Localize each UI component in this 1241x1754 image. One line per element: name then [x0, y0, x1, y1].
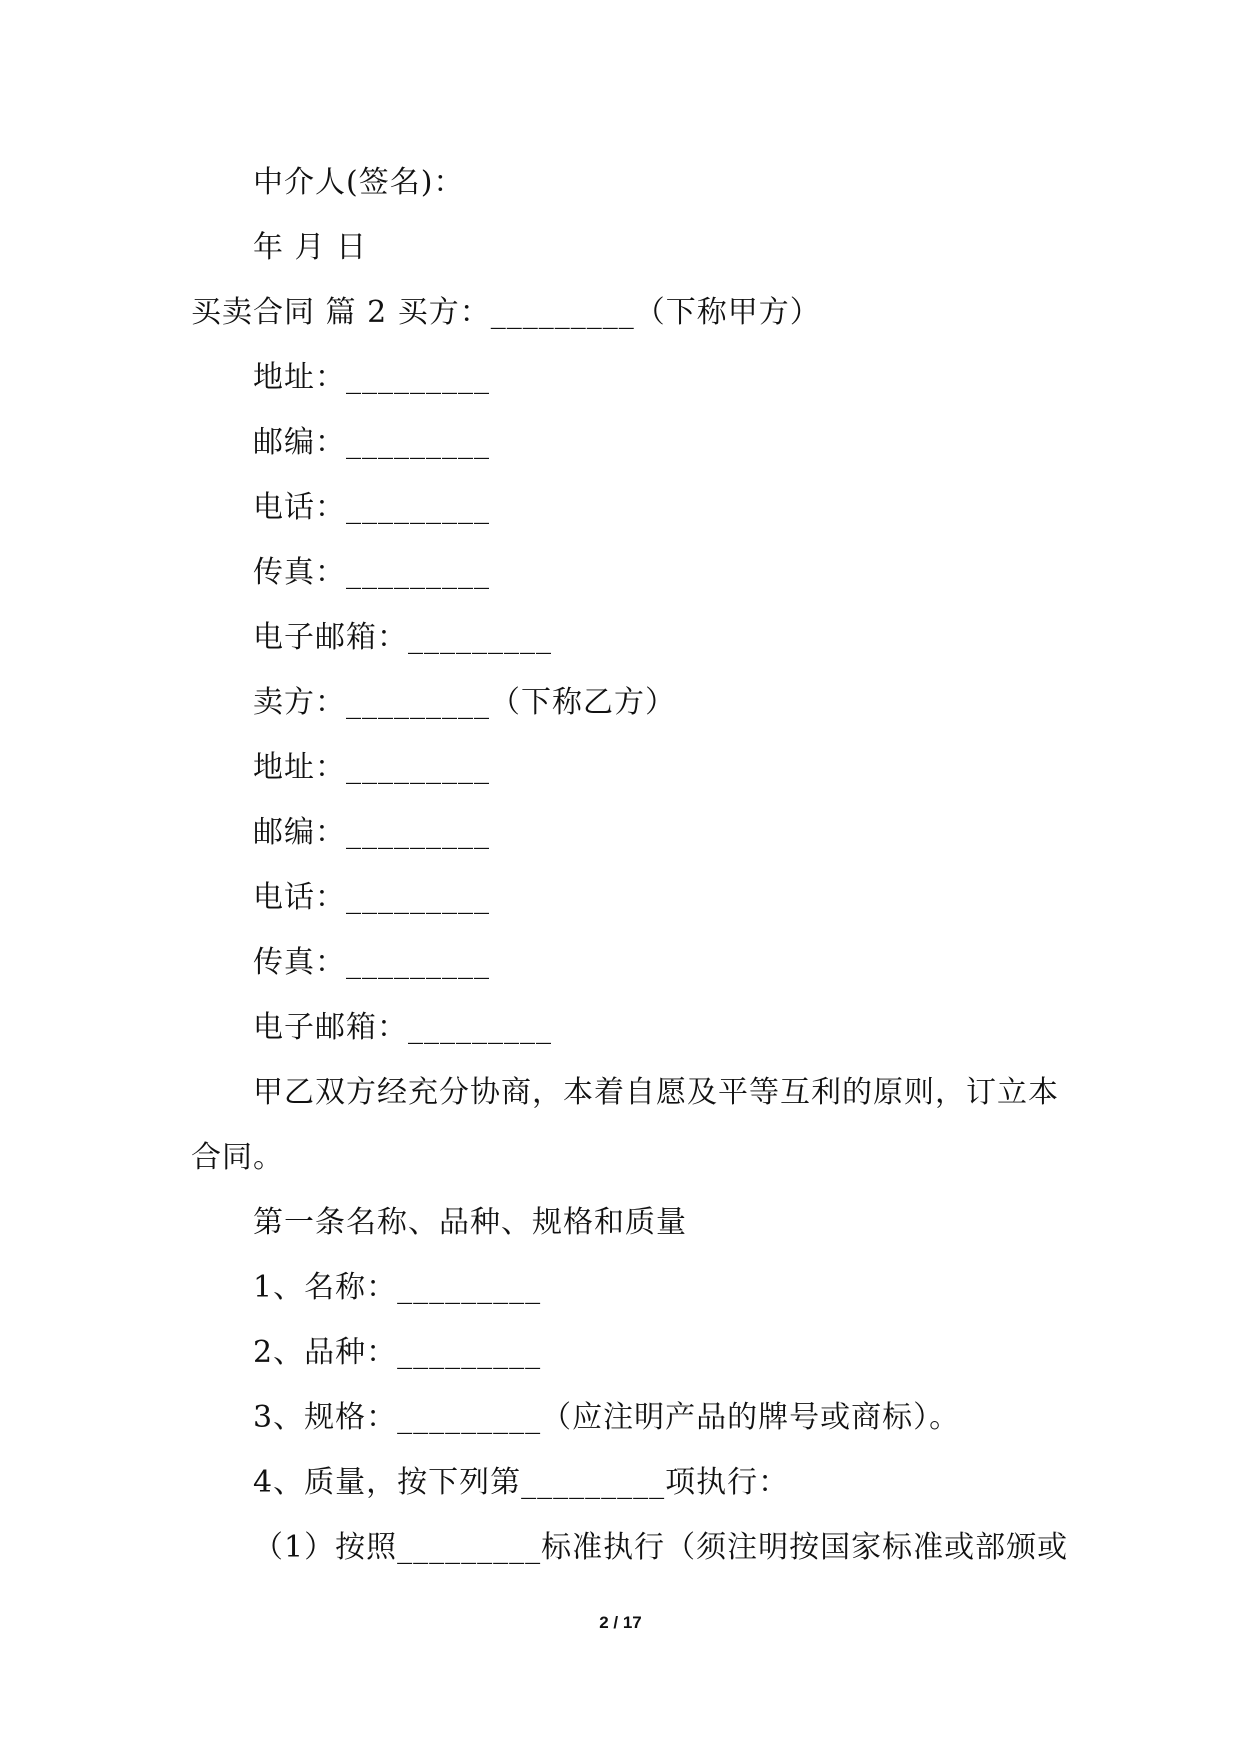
contract-heading-buyer-line: 买卖合同 篇 2 买方：_________（下称甲方）	[191, 295, 821, 330]
seller-phone-line: 电话：_________	[253, 880, 490, 915]
item-spec-line: 3、规格：_________（应注明产品的牌号或商标）。	[253, 1400, 961, 1435]
item-quality-line: 4、质量，按下列第_________项执行：	[253, 1465, 790, 1500]
date-line: 年 月 日	[253, 230, 368, 265]
seller-address-line: 地址：_________	[253, 750, 490, 785]
page-number: 2 / 17	[599, 1613, 642, 1632]
seller-email-line: 电子邮箱：_________	[253, 1010, 552, 1045]
seller-postcode-line: 邮编：_________	[253, 815, 490, 850]
agreement-paragraph-line-2: 合同。	[191, 1140, 284, 1175]
buyer-phone-line: 电话：_________	[253, 490, 490, 525]
item-variety-line: 2、品种：_________	[253, 1335, 542, 1370]
article-one-heading: 第一条名称、品种、规格和质量	[253, 1205, 687, 1240]
seller-fax-line: 传真：_________	[253, 945, 490, 980]
buyer-email-line: 电子邮箱：_________	[253, 620, 552, 655]
item-name-line: 1、名称：_________	[253, 1270, 542, 1305]
seller-line: 卖方：_________（下称乙方）	[253, 685, 676, 720]
buyer-address-line: 地址：_________	[253, 360, 490, 395]
quality-standard-line: （1）按照_________标准执行（须注明按国家标准或部颁或	[253, 1530, 1069, 1565]
buyer-postcode-line: 邮编：_________	[253, 425, 490, 460]
buyer-fax-line: 传真：_________	[253, 555, 490, 590]
mediator-signature-line: 中介人(签名)：	[253, 165, 465, 200]
agreement-paragraph-line-1: 甲乙双方经充分协商，本着自愿及平等互利的原则，订立本	[253, 1075, 1059, 1110]
